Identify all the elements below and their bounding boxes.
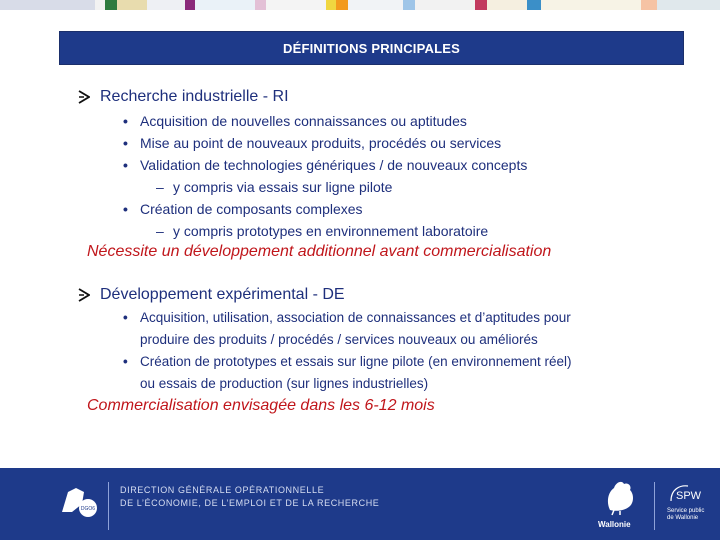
list-item: • Validation de technologies génériques / de nouveaux concepts (123, 157, 528, 173)
ri-note: Nécessite un développement additionnel avant commercialisation (87, 243, 552, 260)
footer-divider (654, 482, 655, 530)
spw-logo-icon (668, 483, 706, 505)
list-item-continuation: produire des produits / procédés / services nouveaux ou améliorés (140, 332, 538, 347)
slide-title: DÉFINITIONS PRINCIPALES (283, 40, 460, 56)
rooster-icon (600, 476, 640, 516)
list-subitem: – y compris via essais sur ligne pilote (156, 179, 393, 195)
list-item-continuation: ou essais de production (sur lignes industrielles) (140, 376, 429, 391)
list-subitem: – y compris prototypes en environnement laboratoire (156, 223, 489, 239)
svg-text:DGO6: DGO6 (80, 506, 96, 512)
list-item: • Création de composants complexes (123, 201, 363, 217)
title-bar (59, 31, 684, 65)
ri-bullet-list (123, 110, 527, 242)
footer-banner (0, 468, 720, 540)
list-item: • Mise au point de nouveaux produits, procédés ou services (123, 135, 502, 151)
top-color-stripes (0, 0, 720, 10)
spw-name: Service public de Wallonie (667, 508, 705, 521)
footer-divider (108, 482, 109, 530)
arrow-bullet-icon (78, 90, 90, 104)
svg-text:SPW: SPW (676, 490, 702, 502)
section-heading-de: Développement expérimental - DE (78, 286, 345, 304)
wallonie-label: Wallonie (598, 520, 631, 529)
section-heading-ri: Recherche industrielle - RI (78, 88, 289, 106)
arrow-bullet-icon (78, 288, 90, 302)
list-item: • Création de prototypes et essais sur ligne pilote (en environnement réel) (123, 354, 572, 369)
de-bullet-list (123, 307, 572, 395)
dgo6-logo-icon (58, 482, 98, 522)
de-note: Commercialisation envisagée dans les 6-12 mois (87, 397, 435, 414)
direction-name: DIRECTION GÉNÉRALE OPÉRATIONNELLE DE L’ÉCONOMIE, DE L’EMPLOI ET DE LA RECHERCHE (120, 485, 380, 508)
list-item: • Acquisition de nouvelles connaissances ou aptitudes (123, 113, 467, 129)
list-item: • Acquisition, utilisation, association de connaissances et d’aptitudes pour (123, 310, 571, 325)
